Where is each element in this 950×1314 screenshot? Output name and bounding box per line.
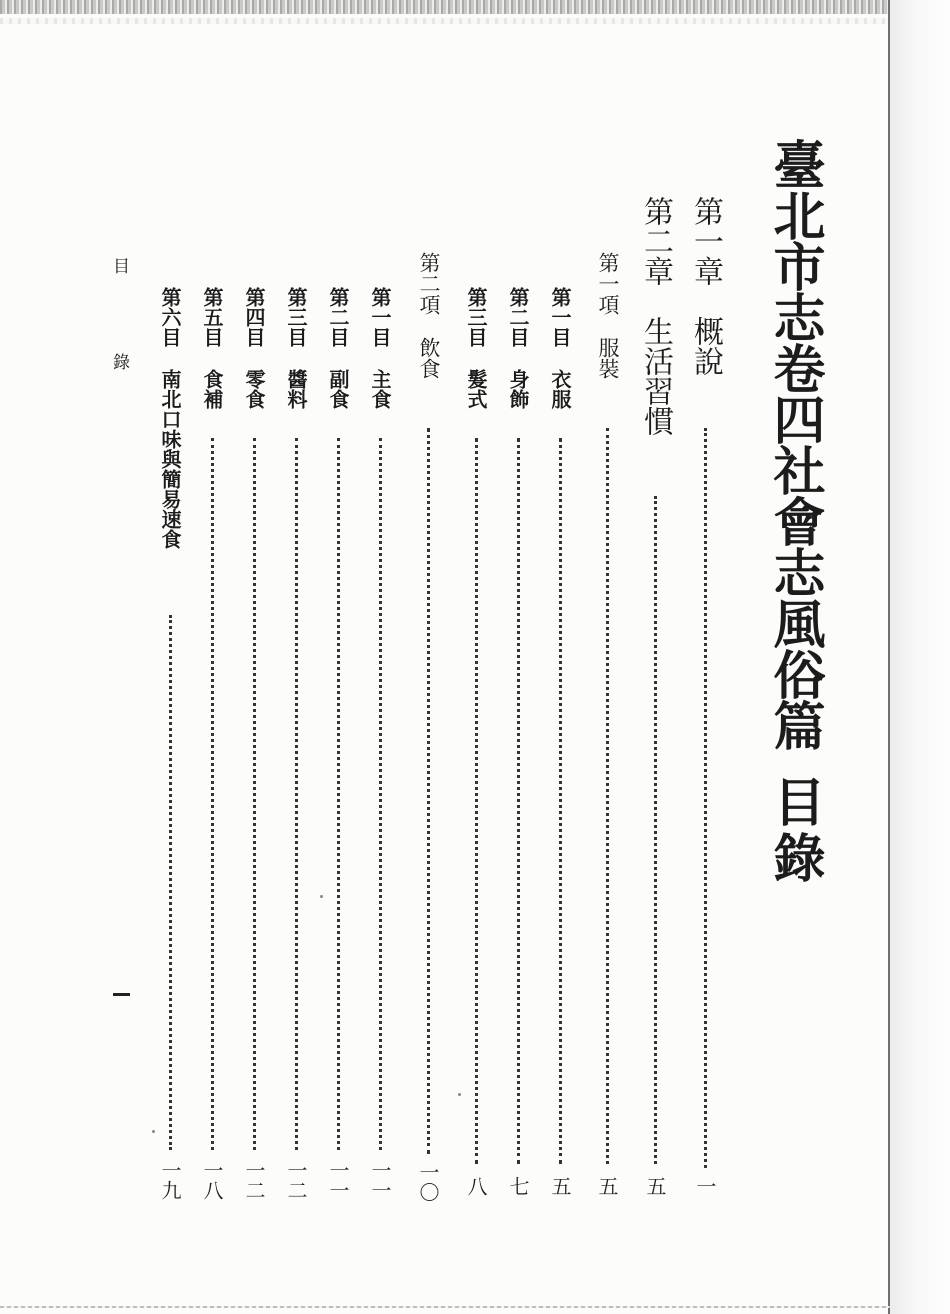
leader-dots bbox=[295, 438, 298, 1150]
entry-name: 生活習慣 bbox=[638, 316, 673, 436]
entry-page: 一八 bbox=[200, 1160, 224, 1200]
toc-entry bbox=[328, 287, 348, 409]
entry-name: 概說 bbox=[688, 316, 723, 376]
entry-label: 第二章 bbox=[638, 196, 673, 286]
entry-label: 第一章 bbox=[688, 196, 723, 286]
toc-entry bbox=[286, 287, 306, 409]
entry-page: 一一 bbox=[368, 1160, 392, 1200]
entry-page: 八 bbox=[464, 1176, 488, 1196]
page-title: 臺北市志卷四社會志風俗篇 bbox=[764, 138, 825, 750]
entry-page: 五 bbox=[643, 1176, 667, 1196]
scan-speck bbox=[320, 895, 323, 898]
toc-entry bbox=[160, 287, 180, 549]
entry-label: 第五目 bbox=[200, 287, 224, 347]
folio-page-number bbox=[113, 993, 130, 996]
toc-entry bbox=[202, 287, 222, 409]
entry-name: 服裝 bbox=[596, 337, 620, 379]
toc-entry bbox=[688, 196, 723, 376]
leader-dots bbox=[169, 615, 172, 1150]
leader-dots bbox=[704, 428, 707, 1168]
entry-name: 南北口味與簡易速食 bbox=[158, 369, 182, 549]
entry-label: 第一目 bbox=[368, 287, 392, 347]
entry-label: 第一目 bbox=[548, 287, 572, 347]
page-right-edge bbox=[888, 0, 890, 1314]
toc-entry bbox=[638, 196, 673, 436]
entry-page: 五 bbox=[548, 1176, 572, 1196]
entry-label: 第二項 bbox=[417, 252, 441, 315]
toc-entry bbox=[370, 287, 390, 409]
entry-page: 一 bbox=[693, 1176, 717, 1196]
scan-top-border bbox=[0, 0, 950, 14]
leader-dots bbox=[379, 438, 382, 1150]
entry-page: 一二 bbox=[284, 1160, 308, 1200]
toc-entry bbox=[244, 287, 264, 409]
title-suffix: 目錄 bbox=[764, 775, 825, 887]
entry-label: 第六目 bbox=[158, 287, 182, 347]
leader-dots bbox=[337, 438, 340, 1150]
scan-bottom-border bbox=[0, 1306, 890, 1308]
running-header-mu: 目 bbox=[113, 257, 130, 277]
entry-page: 七 bbox=[506, 1176, 530, 1196]
scan-speck bbox=[458, 1093, 461, 1096]
entry-label: 第四目 bbox=[242, 287, 266, 347]
entry-name: 醬料 bbox=[284, 369, 308, 409]
entry-label: 第二目 bbox=[326, 287, 350, 347]
entry-name: 衣服 bbox=[548, 369, 572, 409]
leader-dots bbox=[253, 438, 256, 1150]
scan-speck bbox=[152, 1130, 155, 1133]
entry-page: 一二 bbox=[242, 1160, 266, 1200]
entry-page: 一〇 bbox=[416, 1162, 440, 1202]
leader-dots bbox=[211, 438, 214, 1150]
entry-name: 主食 bbox=[368, 369, 392, 409]
entry-page: 五 bbox=[595, 1176, 619, 1196]
entry-label: 第三目 bbox=[464, 287, 488, 347]
leader-dots bbox=[654, 496, 657, 1164]
toc-entry bbox=[466, 287, 486, 409]
entry-page: 一一 bbox=[326, 1160, 350, 1200]
scan-top-shadow bbox=[0, 18, 950, 24]
toc-entry bbox=[418, 252, 439, 379]
leader-dots bbox=[606, 428, 609, 1164]
leader-dots bbox=[475, 438, 478, 1164]
leader-dots bbox=[427, 428, 430, 1154]
running-header-lu: 錄 bbox=[113, 353, 130, 373]
toc-entry bbox=[597, 252, 618, 379]
leader-dots bbox=[517, 438, 520, 1164]
entry-label: 第一項 bbox=[596, 252, 620, 315]
entry-label: 第三目 bbox=[284, 287, 308, 347]
entry-name: 飲食 bbox=[417, 337, 441, 379]
leader-dots bbox=[559, 438, 562, 1164]
entry-name: 零食 bbox=[242, 369, 266, 409]
entry-page: 一九 bbox=[158, 1160, 182, 1200]
toc-entry bbox=[508, 287, 528, 409]
entry-name: 髮式 bbox=[464, 369, 488, 409]
toc-entry bbox=[550, 287, 570, 409]
scan-right-margin bbox=[890, 0, 950, 1314]
entry-name: 副食 bbox=[326, 369, 350, 409]
entry-name: 身飾 bbox=[506, 369, 530, 409]
entry-name: 食補 bbox=[200, 369, 224, 409]
entry-label: 第二目 bbox=[506, 287, 530, 347]
